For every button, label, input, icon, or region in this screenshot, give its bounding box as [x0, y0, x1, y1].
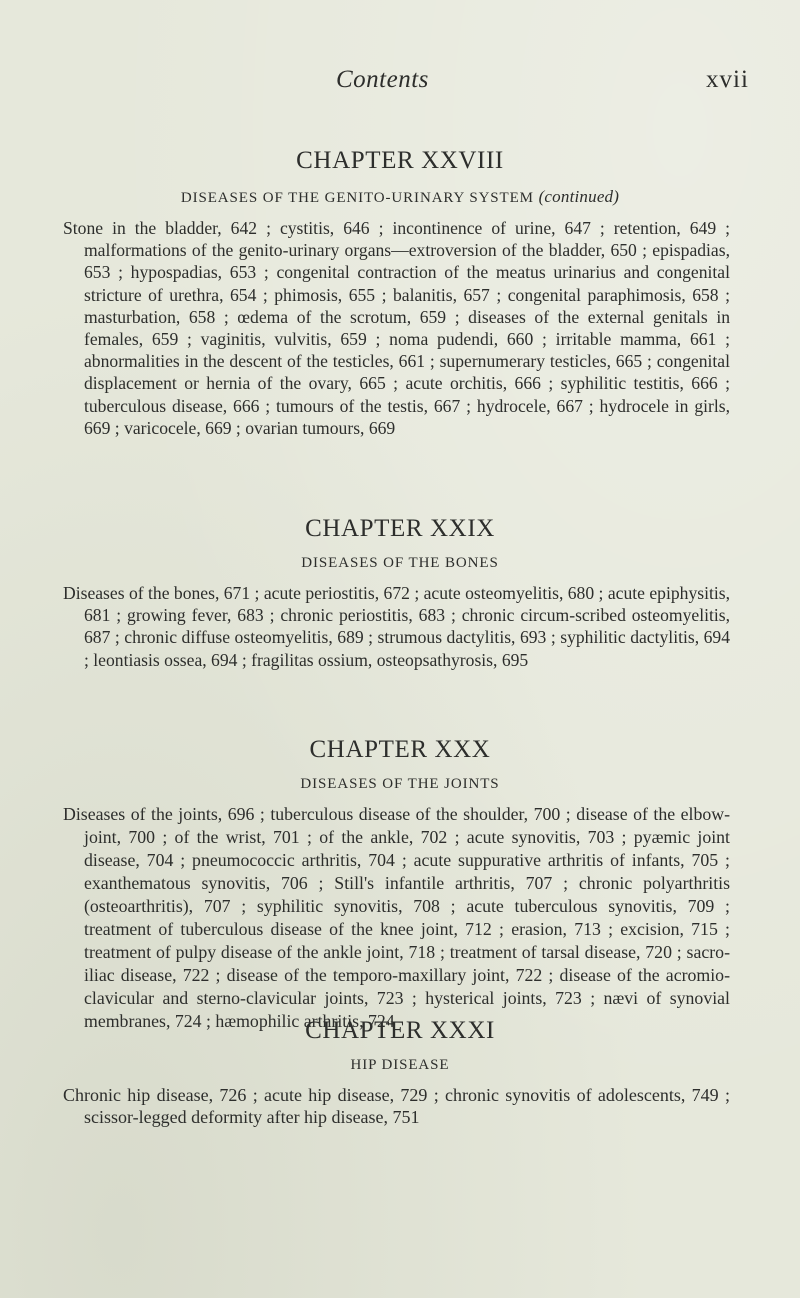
continued-note: (continued) — [538, 187, 620, 206]
chapter-heading: CHAPTER XXX — [309, 736, 491, 763]
chapter-heading: CHAPTER XXIX — [305, 515, 495, 542]
chapter-heading: CHAPTER XXXI — [305, 1017, 495, 1044]
chapter-subject — [0, 187, 800, 207]
page-number: xvii — [706, 66, 749, 93]
chapter-contents-paragraph: Diseases of the joints, 696 ; tuberculous disease of the shoulder, 700 ; disease of the elbow-joint, 700 ; of the wrist, 701 ; of the ankle, 702 ; acute synovitis, 703 ; pyæmic joint disease, 704 ; pneumococcic arthritis, 704 ; acute suppurative arthritis of infants, 705 ; exanthematous synovitis, 706 ; Still's infantile arthritis, 707 ; chronic polyarthritis (osteoarthritis), 707 ; syphilitic synovitis, 708 ; acute tuberculous synovitis, 709 ; treatment of tuberculous disease of the knee joint, 712 ; erasion, 713 ; excision, 715 ; treatment of pulpy disease of the ankle joint, 718 ; treatment of tarsal disease, 720 ; sacro-iliac disease, 722 ; disease of the temporo-maxillary joint, 722 ; disease of the acromio-clavicular and sterno-clavicular joints, 723 ; hysterical joints, 723 ; nævi of synovial membranes, 724 ; hæmophilic arthritis, 724 — [63, 804, 730, 1031]
chapter-28 — [0, 147, 800, 439]
chapter-contents-paragraph: Diseases of the bones, 671 ; acute periostitis, 672 ; acute osteomyelitis, 680 ; acute epiphysitis, 681 ; growing fever, 683 ; chronic periostitis, 683 ; chronic circum-scribed osteomyelitis, 687 ; chronic diffuse osteomyelitis, 689 ; strumous dactylitis, 693 ; syphilitic dactylitis, 694 ; leontiasis ossea, 694 ; fragilitas ossium, osteopsathyrosis, 695 — [63, 583, 730, 670]
chapter-30 — [0, 736, 800, 1033]
chapter-subject: DISEASES OF THE JOINTS — [300, 776, 500, 792]
chapter-subject-text: DISEASES OF THE GENITO-URINARY SYSTEM — [180, 190, 534, 206]
chapter-31 — [0, 1017, 800, 1128]
running-head — [0, 66, 800, 106]
chapter-29 — [0, 515, 800, 671]
chapter-heading: CHAPTER XXVIII — [296, 147, 504, 174]
chapter-subject: DISEASES OF THE BONES — [301, 555, 499, 571]
chapter-contents-paragraph: Chronic hip disease, 726 ; acute hip disease, 729 ; chronic synovitis of adolescents, 749 ; scissor-legged deformity after hip disease, 751 — [63, 1085, 730, 1127]
chapter-subject: HIP DISEASE — [350, 1057, 450, 1073]
chapter-contents-paragraph: Stone in the bladder, 642 ; cystitis, 646 ; incontinence of urine, 647 ; retention, 649 ; malformations of the genito-urinary organs—extroversion of the bladder, 650 ; epispadias, 653 ; hypospadias, 653 ; congenital contraction of the meatus urinarius and congenital stricture of urethra, 654 ; phimosis, 655 ; balanitis, 657 ; congenital paraphimosis, 658 ; masturbation, 658 ; œdema of the scrotum, 659 ; diseases of the external genitals in females, 659 ; vaginitis, vulvitis, 659 ; noma pudendi, 660 ; irritable mamma, 661 ; abnormalities in the descent of the testicles, 661 ; supernumerary testicles, 665 ; congenital displacement or hernia of the ovary, 665 ; acute orchitis, 666 ; syphilitic testitis, 666 ; tuberculous disease, 666 ; tumours of the testis, 667 ; hydrocele, 667 ; hydrocele in girls, 669 ; varicocele, 669 ; ovarian tumours, 669 — [63, 218, 730, 438]
running-title: Contents — [336, 66, 429, 93]
